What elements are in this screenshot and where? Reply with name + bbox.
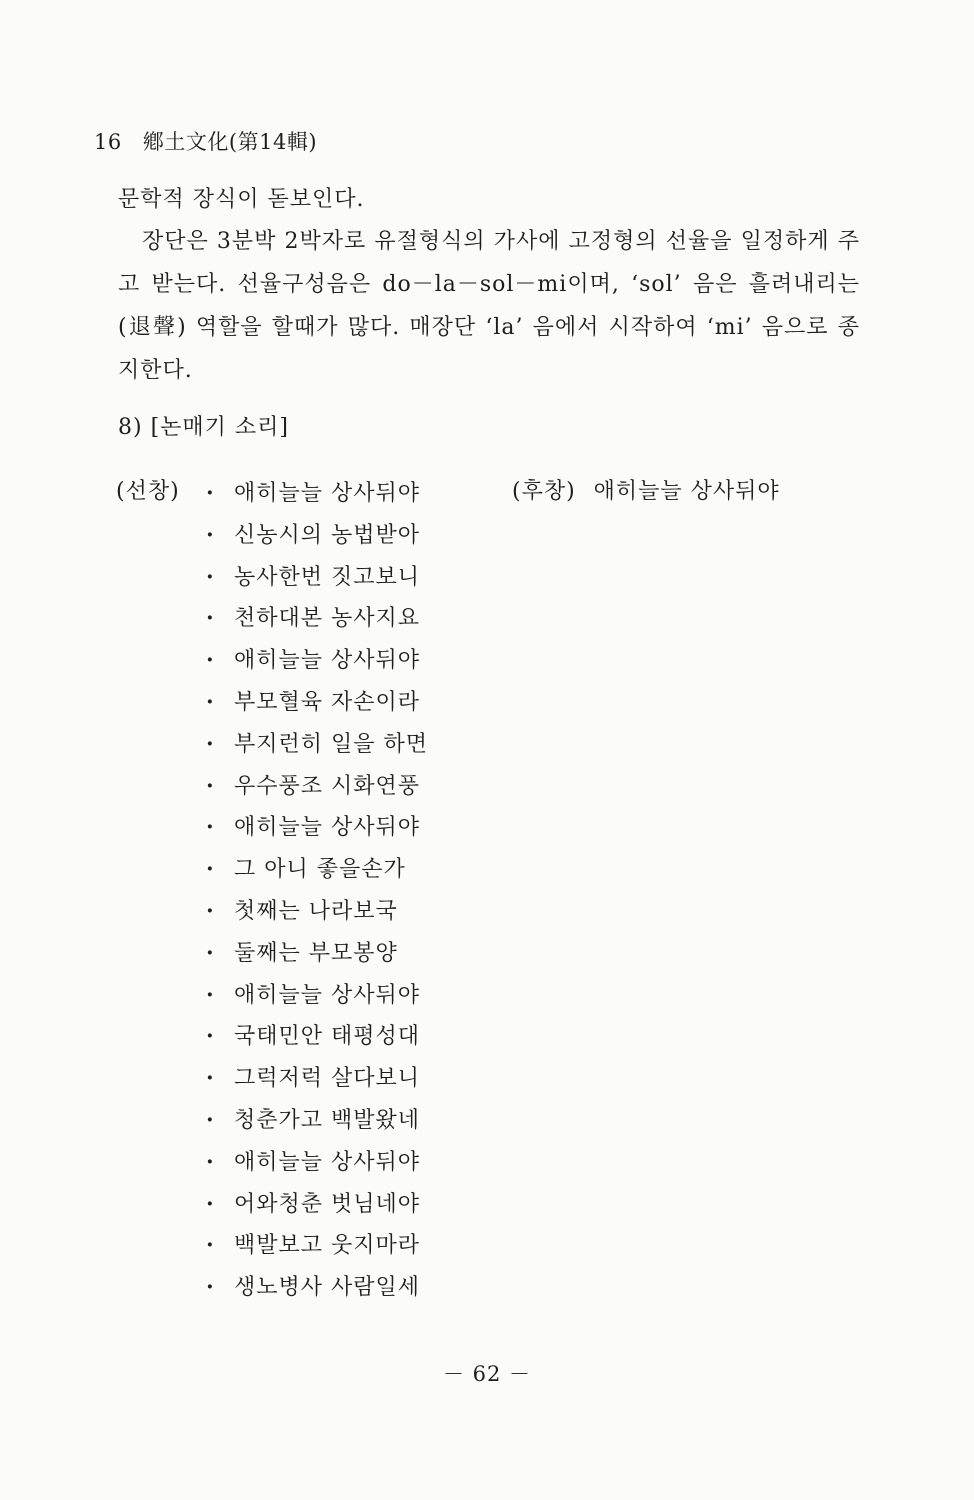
verse-text: 국태민안 태평성대 — [234, 1024, 421, 1050]
verse-text: 애히늘늘 상사뒤야 — [234, 481, 421, 506]
verse-text: 우수풍조 시화연풍 — [234, 773, 421, 799]
verse-line — [200, 1268, 428, 1310]
verse-text: 애히늘늘 상사뒤야 — [234, 1149, 421, 1175]
verse-line — [200, 1059, 428, 1101]
bullet: · — [206, 1148, 215, 1175]
verse-line — [200, 474, 428, 516]
verse-text: 그 아니 좋을손가 — [234, 857, 406, 883]
paragraph-1: 문학적 장식이 돋보인다. — [118, 187, 365, 212]
bullet: · — [206, 563, 215, 590]
bullet: · — [206, 647, 215, 674]
verse-line — [200, 641, 428, 683]
verse-text: 천하대본 농사지요 — [234, 606, 421, 632]
bullet: · — [206, 688, 215, 715]
bullet: · — [206, 480, 215, 506]
verse-line — [200, 976, 428, 1018]
verse-line — [200, 1226, 428, 1268]
bullet: · — [206, 605, 215, 632]
verse-text: 생노병사 사람일세 — [234, 1275, 421, 1301]
verse-line — [200, 1017, 428, 1059]
verse-text: 애히늘늘 상사뒤야 — [234, 982, 421, 1008]
verse-line — [200, 892, 428, 934]
verse-line — [200, 1185, 428, 1227]
response-line — [512, 474, 780, 505]
response-text: 애히늘늘 상사뒤야 — [593, 479, 780, 504]
verse-text: 애히늘늘 상사뒤야 — [234, 815, 421, 841]
verse-text: 첫째는 나라보국 — [234, 898, 398, 924]
verse-line — [200, 558, 428, 600]
bullet: · — [206, 856, 215, 883]
verse-text: 그럭저럭 살다보니 — [234, 1066, 421, 1092]
verse-text: 어와청춘 벗님네야 — [234, 1191, 421, 1217]
section-heading: 8) [논매기 소리] — [118, 415, 289, 440]
verse-text: 둘째는 부모봉양 — [234, 940, 398, 966]
bullet: · — [206, 1106, 215, 1133]
verse-line — [200, 934, 428, 976]
verse-text: 신농시의 농법받아 — [234, 522, 421, 548]
verse-text: 애히늘늘 상사뒤야 — [234, 648, 421, 674]
bullet: · — [206, 1190, 215, 1217]
verse-text: 부모혈육 자손이라 — [234, 689, 421, 715]
verse-text: 부지런히 일을 하면 — [234, 731, 429, 757]
verse-text: 농사한번 짓고보니 — [234, 564, 421, 590]
response-singer-label: (후창) — [512, 479, 576, 504]
lead-singer-label: (선창) — [116, 479, 180, 504]
verse-line — [200, 808, 428, 850]
bullet: · — [206, 1023, 215, 1050]
bullet: · — [206, 1065, 215, 1092]
header-page-number: 16 — [94, 130, 122, 154]
verse-line — [200, 516, 428, 558]
bullet: · — [206, 1232, 215, 1259]
journal-title: 鄕土文化(第14輯) — [142, 130, 318, 154]
verse-line — [200, 599, 428, 641]
bullet: · — [206, 521, 215, 548]
verse-line — [200, 683, 428, 725]
running-header — [94, 126, 317, 156]
verse-line — [200, 1143, 428, 1185]
verse-line — [200, 767, 428, 809]
verse-text: 백발보고 웃지마라 — [234, 1233, 421, 1259]
verse-line — [200, 1101, 428, 1143]
bullet: · — [206, 981, 215, 1008]
verse-text: 청춘가고 백발왔네 — [234, 1107, 421, 1133]
bullet: · — [206, 897, 215, 924]
bullet: · — [206, 1274, 215, 1301]
paragraph-2: 장단은 3분박 2박자로 유절형식의 가사에 고정형의 선율을 일정하게 주고 받는다. 선율구성음은 do－la－sol－mi이며, ‘sol’ 음은 흘려내리는(退聲) 역할을 할때가 많다. 매장단 ‘la’ 음에서 시작하여 ‘mi’ 음으로 종지한다. — [118, 229, 860, 383]
verse-list — [200, 474, 428, 1310]
bullet: · — [206, 814, 215, 841]
footer-page-number: － 62 － — [442, 1362, 532, 1386]
verse-line — [200, 725, 428, 767]
bullet: · — [206, 730, 215, 757]
verse-line — [200, 850, 428, 892]
bullet: · — [206, 772, 215, 799]
bullet: · — [206, 939, 215, 966]
